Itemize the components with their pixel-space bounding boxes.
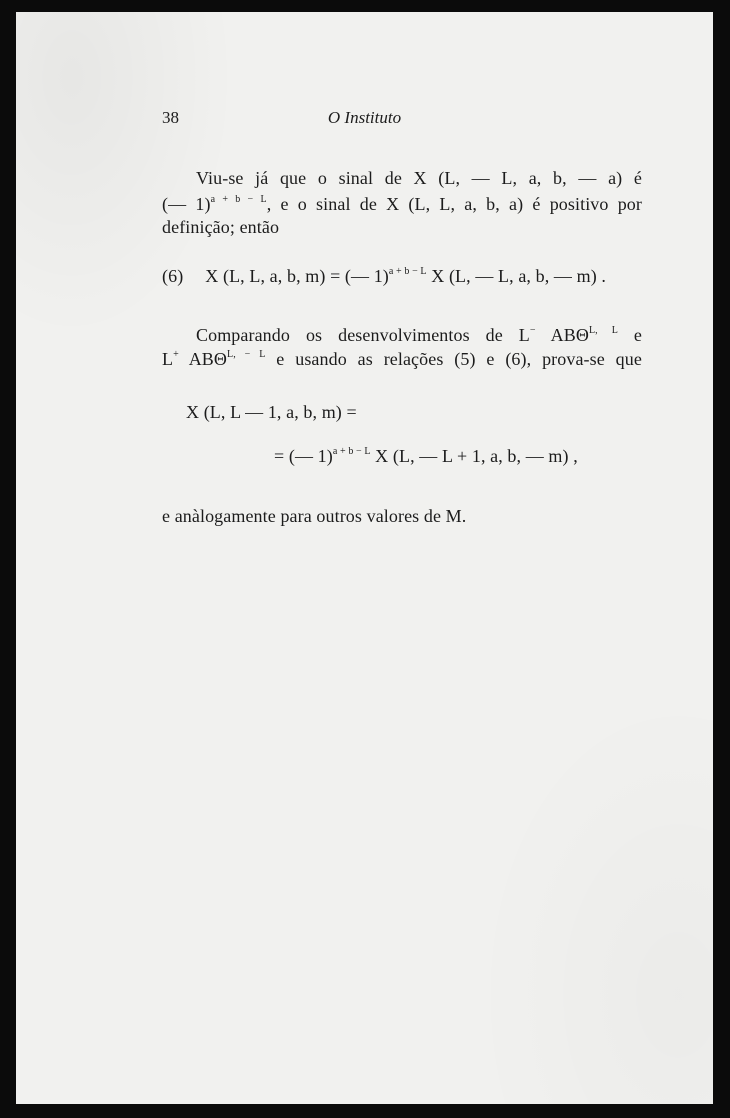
equation-6-label: (6) bbox=[162, 266, 184, 286]
paragraph-1-line-3: definição; então bbox=[162, 217, 280, 237]
operand-1-superscript: L, L bbox=[588, 325, 618, 336]
raising-operator: L bbox=[162, 349, 174, 369]
equation-7-line-2 bbox=[274, 446, 578, 467]
equation-6-rhs: X (L, — L, a, b, — m) . bbox=[426, 266, 607, 286]
equation-6 bbox=[162, 266, 606, 287]
equation-6-lhs: X (L, L, a, b, m) = (— 1) bbox=[205, 266, 389, 286]
operand-1: ABΘ bbox=[535, 325, 589, 345]
running-title: O Instituto bbox=[327, 108, 402, 127]
equation-7-line-1: X (L, L — 1, a, b, m) = bbox=[186, 402, 357, 422]
operand-2-superscript: L, − L bbox=[227, 349, 266, 360]
conjunction: e bbox=[617, 325, 642, 345]
equation-6-exponent: a + b − L bbox=[388, 266, 427, 277]
paragraph-1-line-1: Viu-se já que o sinal de X (L, — L, a, b, — a) é bbox=[196, 168, 642, 188]
operand-2: ABΘ bbox=[178, 349, 228, 369]
raising-operator-sign: + bbox=[173, 349, 179, 360]
sign-factor: (— 1) bbox=[162, 194, 211, 214]
sign-exponent: a + b − L bbox=[210, 194, 267, 205]
paragraph-2-line-1 bbox=[196, 325, 642, 346]
paragraph-3: e anàlogamente para outros valores de M. bbox=[162, 506, 467, 526]
equation-7-exponent: a + b − L bbox=[332, 446, 371, 457]
paragraph-2-line-1-text: Comparando os desenvolvimentos de L bbox=[196, 325, 530, 345]
paragraph-1-line-2-text: , e o sinal de X (L, L, a, b, a) é positivo por bbox=[266, 194, 642, 214]
document-page bbox=[16, 12, 713, 1104]
page-number: 38 bbox=[162, 108, 179, 127]
paragraph-1-line-2 bbox=[162, 194, 642, 215]
lowering-operator-sign: − bbox=[529, 325, 536, 336]
equation-7-sign-factor: = (— 1) bbox=[274, 446, 333, 466]
paragraph-2-line-2 bbox=[162, 349, 642, 370]
equation-7-rhs: X (L, — L + 1, a, b, — m) , bbox=[370, 446, 578, 466]
paragraph-2-line-2-text: e usando as relações (5) e (6), prova-se que bbox=[265, 349, 642, 369]
